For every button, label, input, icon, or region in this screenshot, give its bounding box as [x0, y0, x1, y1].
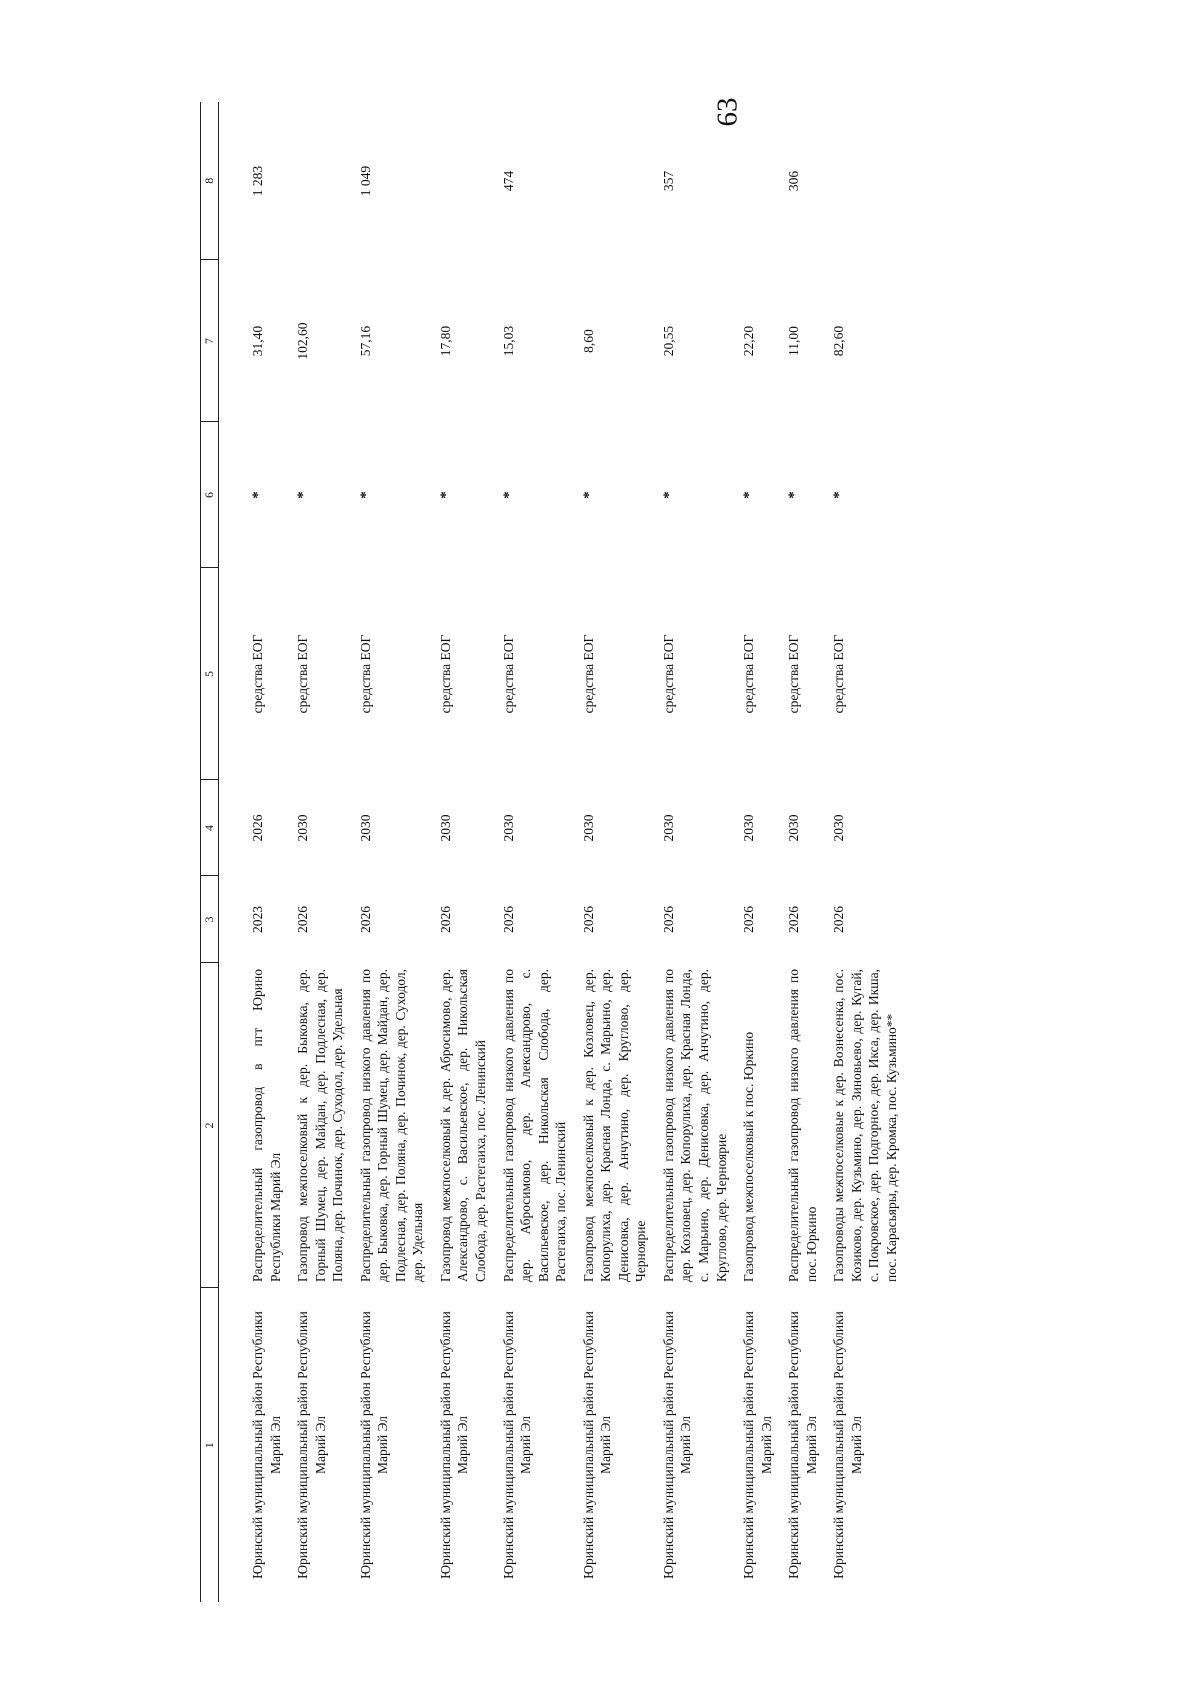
table-row [427, 102, 490, 1602]
funding-source-cell: средства ЕОГ [357, 634, 373, 714]
end-year-cell: 2030 [741, 814, 757, 842]
description-cell: Газопровод межпоселковый к дер. Быковка, дер. Горный Шумец, дер. Майдан, дер. Подлесная, дер. Поляна, дер. Починок, дер. Суходол, дер. Удельная [295, 969, 346, 1282]
count-cell: 1 283 [250, 165, 265, 197]
start-year-cell: 2026 [831, 906, 847, 933]
funding-source-cell: средства ЕОГ [580, 634, 596, 714]
length-cell: 22,20 [741, 325, 757, 357]
column-header: 4 [201, 780, 219, 876]
count-cell [730, 102, 775, 260]
end-year-cell: 2030 [660, 814, 676, 842]
mark-cell: * [295, 491, 312, 499]
table-row [347, 102, 427, 1602]
mark-cell: * [660, 491, 677, 499]
start-year-cell: 2026 [786, 906, 802, 933]
length-cell: 11,00 [786, 326, 802, 356]
start-year-cell: 2023 [250, 906, 265, 933]
column-header: 1 [201, 1288, 219, 1602]
column-number-row [201, 102, 219, 1602]
end-year-cell: 2030 [500, 814, 516, 842]
length-cell: 17,80 [437, 325, 453, 357]
mark-cell: * [250, 491, 266, 499]
district-cell: Юринский муниципальный район Республики Марий Эл [580, 1311, 614, 1579]
gas-pipeline-table [200, 102, 901, 1602]
table-row [570, 102, 650, 1602]
length-cell: 102,60 [295, 322, 311, 360]
count-cell [820, 102, 900, 260]
description-cell: Газопровод межпоселковый к дер. Абросимово, дер. Александрово, с. Васильевское, дер. Никольская Слобода, дер. Растегаиха, пос. Ленинский [437, 969, 489, 1282]
count-cell: 306 [786, 170, 802, 192]
table-row [775, 102, 820, 1602]
mark-cell: * [357, 491, 374, 499]
count-cell: 1 049 [357, 165, 373, 197]
length-cell: 8,60 [580, 329, 596, 353]
start-year-cell: 2026 [437, 906, 453, 933]
end-year-cell: 2030 [831, 814, 847, 842]
district-cell: Юринский муниципальный район Республики Марий Эл [295, 1311, 328, 1579]
end-year-cell: 2030 [580, 814, 596, 842]
mark-cell: * [580, 491, 597, 499]
description-cell: Газопровод межпоселковый к дер. Козловец, дер. Копорулиха, дер. Красная Лонда, с. Марьино, дер. Денисовка, дер. Анчутино, дер. Круглово, дер. Черноярие [580, 969, 649, 1282]
table-row [730, 102, 775, 1602]
table-row [490, 102, 570, 1602]
end-year-cell: 2026 [250, 814, 265, 842]
description-cell: Газопровод межпоселковый к пос. Юркино [741, 1031, 757, 1282]
end-year-cell: 2030 [437, 814, 453, 842]
length-cell: 15,03 [500, 325, 516, 357]
end-year-cell: 2030 [357, 814, 373, 842]
district-cell: Юринский муниципальный район Республики Марий Эл [786, 1311, 819, 1579]
funding-source-cell: средства ЕОГ [250, 634, 265, 714]
funding-source-cell: средства ЕОГ [741, 634, 757, 714]
mark-cell: * [741, 491, 758, 499]
count-cell [570, 102, 650, 260]
mark-cell: * [500, 491, 517, 499]
start-year-cell: 2026 [295, 906, 311, 933]
page-number: 63 [711, 97, 744, 127]
length-cell: 57,16 [357, 325, 373, 357]
district-cell: Юринский муниципальный район Республики Марий Эл [250, 1311, 283, 1579]
funding-source-cell: средства ЕОГ [295, 634, 311, 714]
column-header: 3 [201, 876, 219, 963]
district-cell: Юринский муниципальный район Республики Марий Эл [357, 1311, 391, 1579]
description-cell: Газопроводы межпоселковые к дер. Вознесенка, пос. Козиково, дер. Кузьмино, дер. Зиновьево, дер. Кугай, с. Покровское, дер. Подгорное, дер. Икса, дер. Икша, пос. Карасьяры, дер. Кромка, пос. Кузьмино** [831, 969, 899, 1282]
funding-source-cell: средства ЕОГ [786, 634, 802, 714]
funding-source-cell: средства ЕОГ [437, 634, 453, 714]
rotated-table-container [200, 102, 1200, 1602]
end-year-cell: 2030 [786, 814, 802, 842]
funding-source-cell: средства ЕОГ [660, 634, 676, 714]
count-cell [427, 102, 490, 260]
start-year-cell: 2026 [660, 906, 676, 933]
description-cell: Распределительный газопровод низкого давления по дер. Быковка, дер. Горный Шумец, дер. Майдан, дер. Подлесная, дер. Поляна, дер. Починок, дер. Суходол, дер. Удельная [357, 969, 426, 1282]
table-row [284, 102, 347, 1602]
description-cell: Распределительный газопровод низкого давления по дер. Козловец, дер. Копорулиха, дер. Красная Лонда, с. Марьино, дер. Денисовка, дер. Анчутино, дер. Круглово, дер. Черноярие [660, 969, 729, 1282]
column-header: 2 [201, 963, 219, 1288]
start-year-cell: 2026 [500, 906, 516, 933]
mark-cell: * [831, 491, 848, 499]
district-cell: Юринский муниципальный район Республики Марий Эл [741, 1311, 774, 1579]
table-row [650, 102, 730, 1602]
funding-source-cell: средства ЕОГ [831, 634, 847, 714]
table-row [219, 102, 285, 1602]
district-cell: Юринский муниципальный район Республики Марий Эл [500, 1311, 534, 1579]
count-cell [284, 102, 347, 260]
start-year-cell: 2026 [357, 906, 373, 933]
count-cell: 357 [660, 170, 676, 192]
length-cell: 82,60 [831, 325, 847, 357]
description-cell: Распределительный газопровод низкого давления по дер. Абросимово, дер. Александрово, с. Васильевское, дер. Никольская Слобода, дер. Растегаиха, пос. Ленинский [500, 969, 569, 1282]
mark-cell: * [437, 491, 454, 499]
district-cell: Юринский муниципальный район Республики Марий Эл [660, 1311, 694, 1579]
count-cell: 474 [500, 170, 516, 192]
district-cell: Юринский муниципальный район Республики Марий Эл [437, 1311, 471, 1579]
column-header: 6 [201, 422, 219, 568]
description-cell: Распределительный газопровод в пгт Юрино Республики Марий Эл [250, 969, 283, 1282]
column-header: 5 [201, 568, 219, 780]
end-year-cell: 2030 [295, 814, 311, 842]
start-year-cell: 2026 [580, 906, 596, 933]
length-cell: 20,55 [660, 325, 676, 357]
funding-source-cell: средства ЕОГ [500, 634, 516, 714]
start-year-cell: 2026 [741, 906, 757, 933]
column-header: 8 [201, 102, 219, 260]
mark-cell: * [786, 491, 803, 499]
column-header: 7 [201, 260, 219, 422]
length-cell: 31,40 [250, 325, 265, 357]
description-cell: Распределительный газопровод низкого давления по пос. Юркино [786, 969, 819, 1282]
district-cell: Юринский муниципальный район Республики Марий Эл [831, 1311, 864, 1579]
table-row [820, 102, 900, 1602]
